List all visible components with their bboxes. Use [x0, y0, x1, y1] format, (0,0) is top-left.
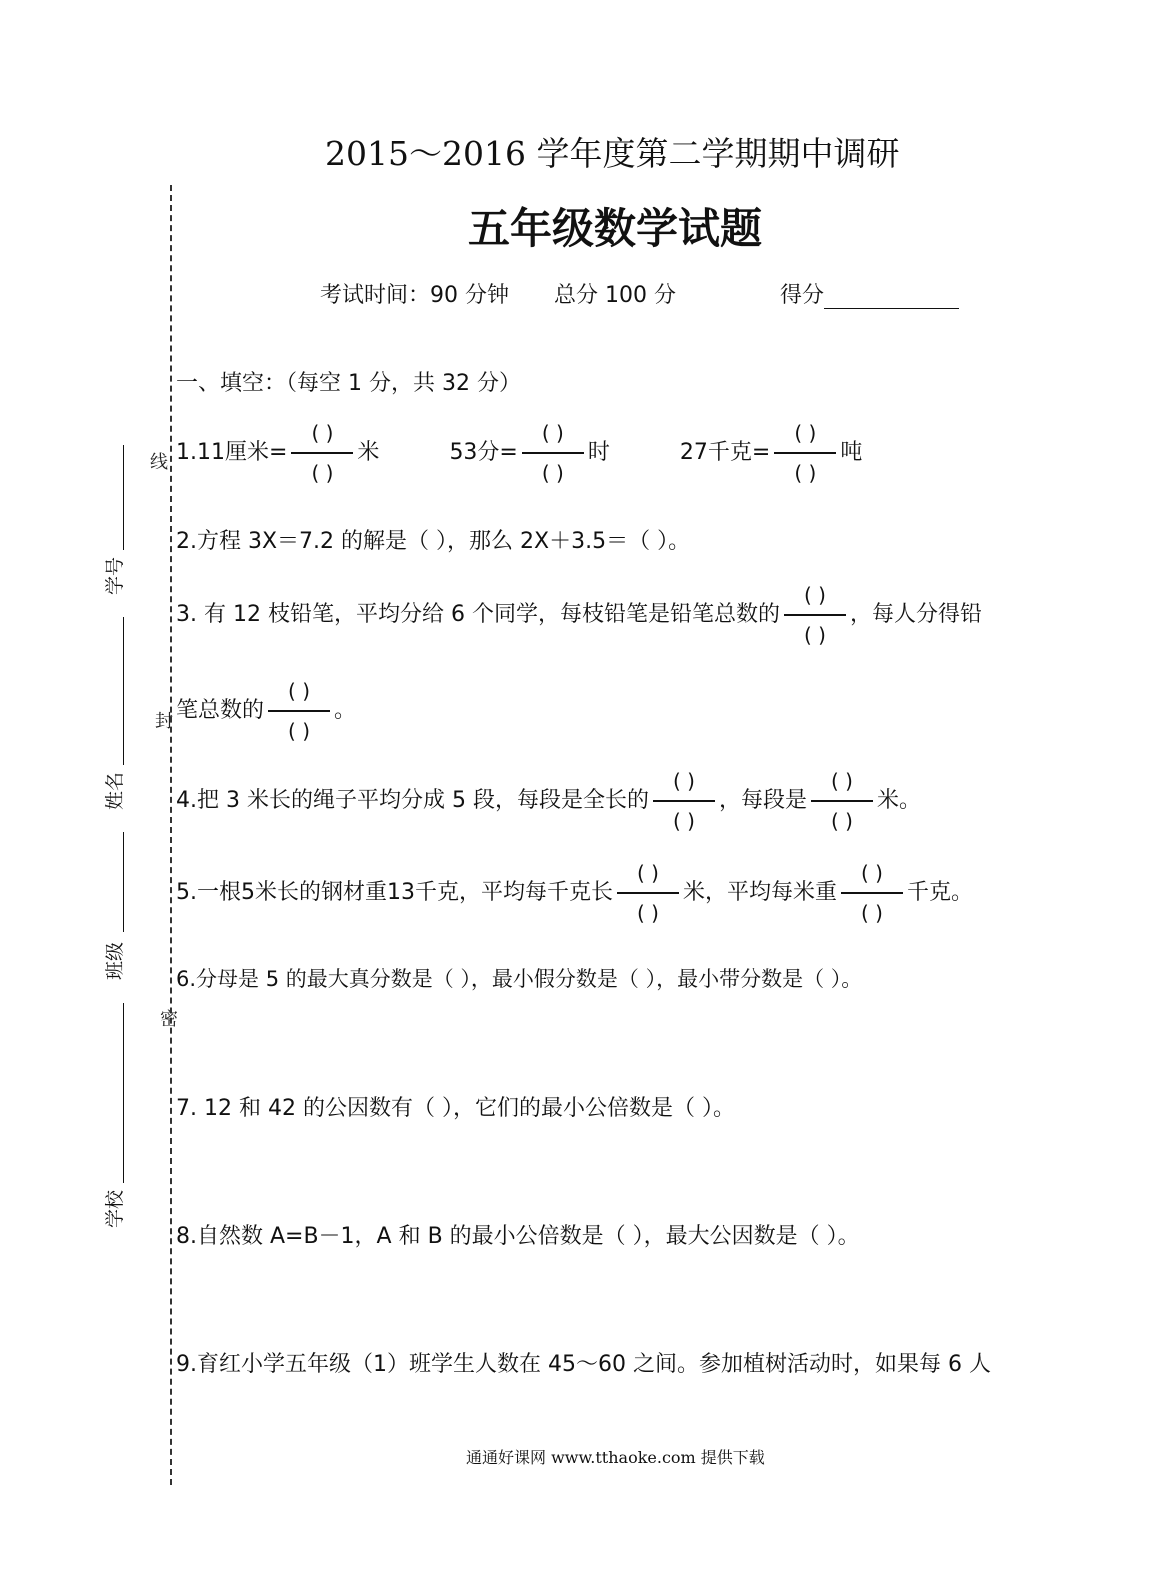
term-title: 2015～2016 学年度第二学期期中调研: [325, 134, 900, 173]
student-id-line: [123, 445, 124, 550]
section-heading: 一、填空：（每空 1 分，共 32 分）: [176, 371, 521, 396]
question-3-line-2: 笔总数的 $\frac{( )}{( )}$ 。: [176, 679, 357, 743]
question-6: 6.分母是 5 的最大真分数是（ ），最小假分数是（ ），最小带分数是（ ）。: [176, 967, 863, 991]
question-8: 8.自然数 A=B－1，A 和 B 的最小公倍数是（ ），最大公因数是（ ）。: [176, 1224, 860, 1249]
fraction-blank[interactable]: $\frac{( )}{( )}$: [617, 862, 679, 924]
fraction-blank[interactable]: $\frac{( )}{( )}$: [774, 422, 836, 484]
seal-char-xian: 线: [150, 452, 168, 473]
question-3-line-1: 3. 有 12 枝铅笔，平均分给 6 个同学，每枝铅笔是铅笔总数的 $\frac{( )}{( )}$ ，每人分得铅: [176, 583, 982, 647]
score-label: 得分: [780, 283, 825, 308]
fraction-blank[interactable]: $\frac{( )}{( )}$: [522, 422, 584, 484]
fraction-blank[interactable]: $\frac{( )}{( )}$: [811, 770, 873, 832]
question-2: 2.方程 3X＝7.2 的解是（ ），那么 2X＋3.5＝（ ）。: [176, 529, 691, 554]
seal-char-mi: 密: [160, 1009, 178, 1030]
student-id-label: 学号: [104, 556, 126, 595]
question-7: 7. 12 和 42 的公因数有（ ），它们的最小公倍数是（ ）。: [176, 1096, 735, 1121]
fraction-blank[interactable]: $\frac{( )}{( )}$: [653, 770, 715, 832]
score-blank[interactable]: [824, 286, 959, 309]
fraction-blank[interactable]: $\frac{( )}{( )}$: [841, 862, 903, 924]
class-label: 班级: [104, 941, 126, 980]
exam-time: 考试时间：90 分钟: [320, 283, 509, 308]
footer-source: 通通好课网 www.tthaoke.com 提供下载: [466, 1448, 765, 1467]
exam-title: 五年级数学试题: [468, 204, 763, 253]
question-9: 9.育红小学五年级（1）班学生人数在 45～60 之间。参加植树活动时，如果每 6 人: [176, 1352, 991, 1377]
name-line: [123, 617, 124, 765]
seal-char-feng: 封: [155, 711, 173, 732]
question-5: 5.一根5米长的钢材重13千克，平均每千克长 $\frac{( )}{( )}$ 米，平均每米重 $\frac{( )}{( )}$ 千克。: [176, 861, 974, 925]
score-field[interactable]: [780, 278, 959, 309]
school-line: [123, 1003, 124, 1183]
school-label: 学校: [104, 1189, 126, 1228]
fraction-blank[interactable]: $\frac{( )}{( )}$: [784, 584, 846, 646]
exam-total: 总分 100 分: [554, 283, 676, 308]
question-4: 4.把 3 米长的绳子平均分成 5 段，每段是全长的 $\frac{( )}{( )}$ ，每段是 $\frac{( )}{( )}$ 米。: [176, 769, 921, 833]
question-1: 1.11厘米= $\frac{( )}{( )}$ 米 53分= $\frac{( )}{( )}$ 时 27千克= $\frac{( )}{( )}$ 吨: [176, 421, 863, 485]
fraction-blank[interactable]: $\frac{( )}{( )}$: [268, 680, 330, 742]
binding-dashed-line: [170, 185, 172, 1485]
class-line: [123, 832, 124, 932]
fraction-blank[interactable]: $\frac{( )}{( )}$: [291, 422, 353, 484]
name-label: 姓名: [104, 771, 126, 810]
